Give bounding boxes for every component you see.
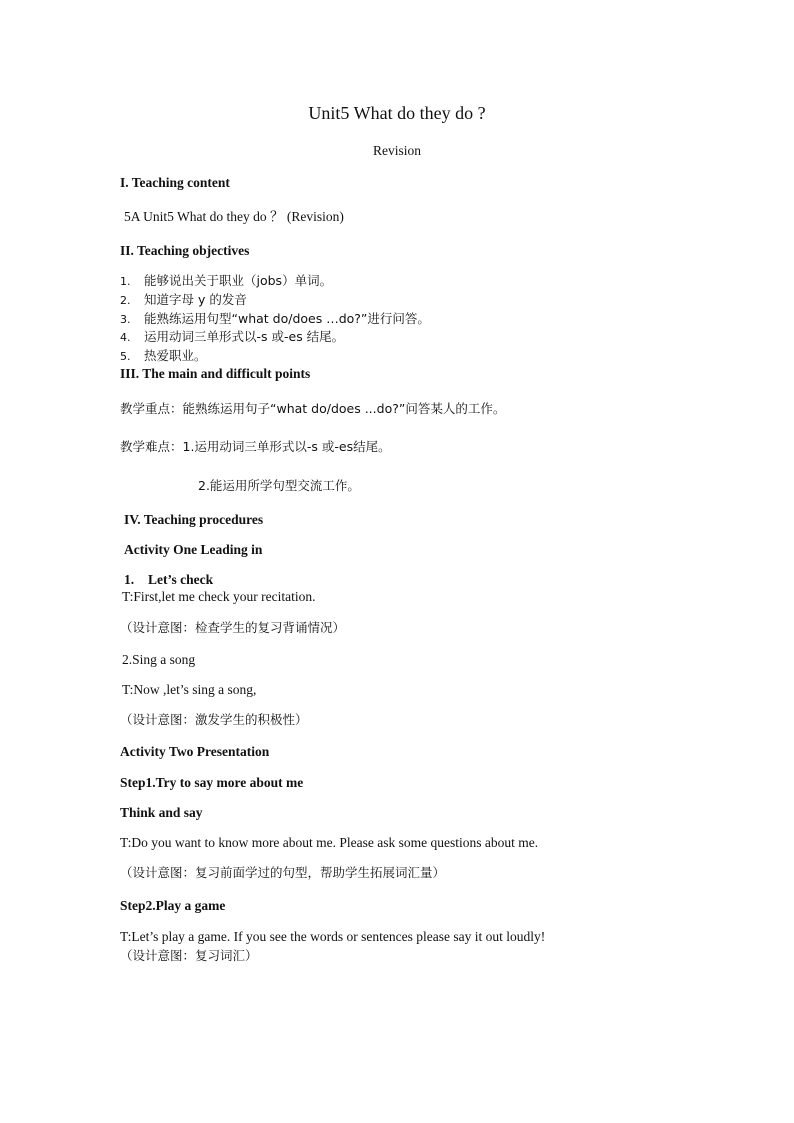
objective-number: 2.: [120, 294, 131, 307]
objective-number: 3.: [120, 313, 131, 326]
check-title: Let’s check: [148, 572, 214, 587]
think-say-heading: Think and say: [120, 805, 203, 820]
objective-text: 运用动词三单形式以-s 或-es 结尾。: [144, 329, 345, 344]
objective-item: [120, 328, 344, 346]
section-heading-objectives: II. Teaching objectives: [120, 243, 250, 258]
activity-one-heading: Activity One Leading in: [124, 542, 263, 557]
page-subtitle: Revision: [372, 143, 421, 158]
check-intent: （设计意图：检查学生的复习背诵情况）: [120, 620, 346, 635]
song-title: 2.Sing a song: [122, 652, 196, 667]
objective-item: [120, 291, 247, 309]
step2-text: T:Let’s play a game. If you see the words or sentences please say it out loudly!: [120, 929, 546, 944]
section-heading-procedures: IV. Teaching procedures: [124, 512, 264, 527]
section-heading-content: I. Teaching content: [120, 175, 230, 190]
step2-heading: Step2.Play a game: [120, 898, 226, 913]
objective-number: 4.: [120, 331, 131, 344]
page-title: Unit5 What do they do ?: [308, 103, 486, 123]
step2-paragraph: [120, 927, 680, 965]
song-text: T:Now ,let’s sing a song,: [122, 682, 257, 697]
step1-intent: （设计意图：复习前面学过的句型，帮助学生拓展词汇量）: [120, 865, 446, 880]
objective-text: 能熟练运用句型“what do/does …do?”进行问答。: [144, 311, 430, 326]
key-point: 教学重点：能熟练运用句子“what do/does ...do?”问答某人的工作。: [120, 401, 506, 416]
section-heading-points: III. The main and difficult points: [120, 366, 311, 381]
objective-number: 1.: [120, 275, 131, 288]
check-heading: [124, 571, 213, 589]
activity-two-heading: Activity Two Presentation: [120, 744, 270, 759]
step1-heading: Step1.Try to say more about me: [120, 775, 304, 790]
objective-text: 热爱职业。: [144, 348, 207, 363]
objective-text: 能够说出关于职业（jobs）单词。: [144, 273, 333, 288]
check-text: T:First,let me check your recitation.: [122, 589, 316, 604]
step2-intent: （设计意图：复习词汇）: [120, 948, 258, 963]
content-text: 5A Unit5 What do they do ？ (Revision): [124, 209, 344, 224]
step1-text: T:Do you want to know more about me. Please ask some questions about me.: [120, 835, 539, 850]
objective-item: [120, 310, 430, 328]
objective-item: [120, 347, 207, 365]
song-intent: （设计意图：激发学生的积极性）: [120, 712, 308, 727]
objective-text: 知道字母 y 的发音: [144, 292, 247, 307]
difficult-point-1: 教学难点：1.运用动词三单形式以-s 或-es结尾。: [120, 439, 391, 454]
objective-number: 5.: [120, 350, 131, 363]
difficult-point-2: 2.能运用所学句型交流工作。: [198, 478, 360, 493]
check-number: 1.: [124, 572, 135, 587]
objective-item: [120, 272, 332, 290]
